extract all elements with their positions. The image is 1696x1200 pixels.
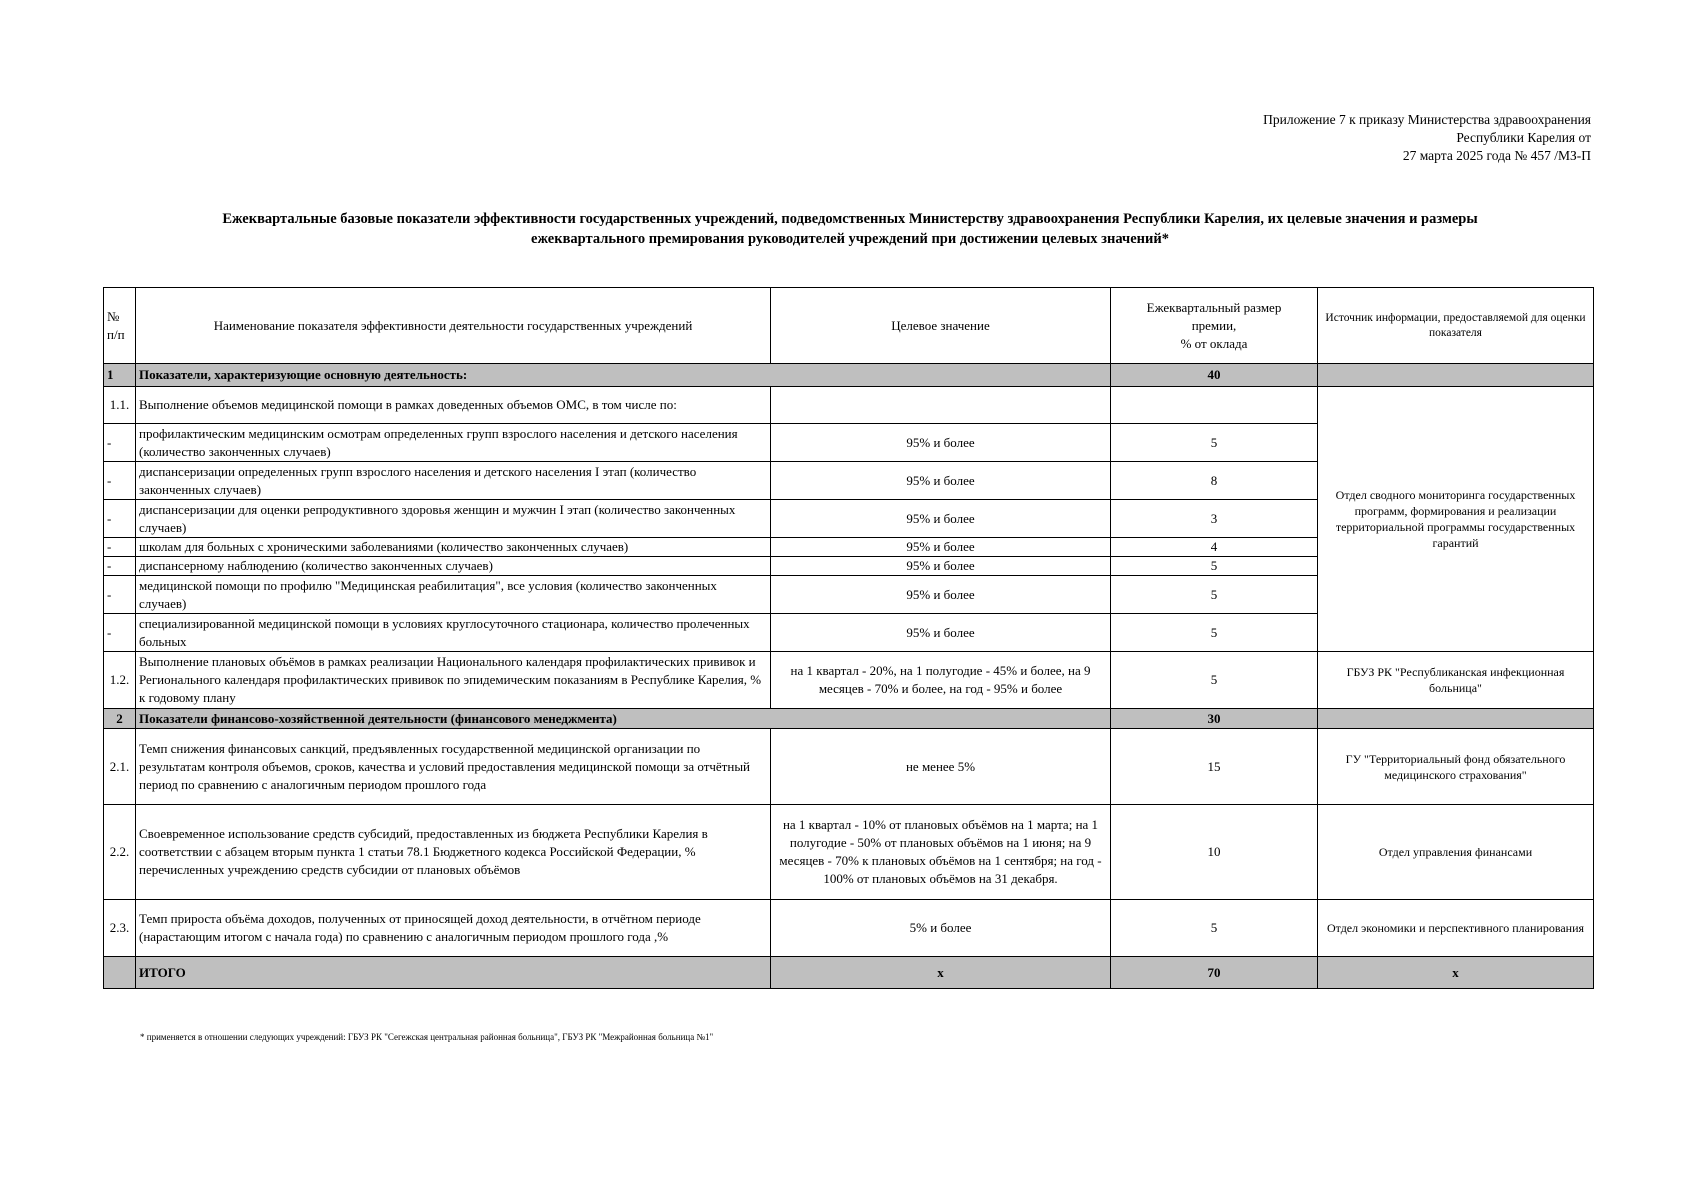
- row-2-2-name: Своевременное использование средств субсидий, предоставленных из бюджета Республики Карелия в соответствии с абзацем вторым пункта 1 статьи 78.1 Бюджетного кодекса Российской Федерации, % перечисленных учреждению средств субсидии от плановых объёмов: [136, 805, 771, 900]
- document-title: [140, 209, 1560, 249]
- header-num: [104, 288, 136, 364]
- row-2-2-num: 2.2.: [104, 805, 136, 900]
- section-2-num: 2: [104, 709, 136, 729]
- sub-4-name: школам для больных с хроническими заболеваниями (количество законченных случаев): [136, 538, 771, 557]
- header-num-line-1: №: [107, 308, 120, 324]
- row-2-3-name: Темп прироста объёма доходов, полученных от приносящей доход деятельности, в отчётном периоде (нарастающим итогом с начала года) по сравнению с аналогичным периодом прошлого года ,%: [136, 900, 771, 957]
- header-bonus-line-2: премии,: [1191, 317, 1237, 333]
- total-bonus: 70: [1111, 957, 1318, 989]
- appendix-note-line-3: 27 марта 2025 года № 457 /МЗ-П: [1402, 148, 1591, 163]
- sub-3-target: 95% и более: [771, 500, 1111, 538]
- row-2-1-target: не менее 5%: [771, 729, 1111, 805]
- kpi-table: [103, 287, 1594, 989]
- table-header-row: [104, 288, 1594, 364]
- section-row-2: [104, 709, 1594, 729]
- sub-2-num: -: [104, 462, 136, 500]
- total-source: х: [1318, 957, 1594, 989]
- total-target: х: [771, 957, 1111, 989]
- sub-2-name: диспансеризации определенных групп взрослого населения и детского населения I этап (количество законченных случаев): [136, 462, 771, 500]
- total-name: ИТОГО: [136, 957, 771, 989]
- sub-6-target: 95% и более: [771, 576, 1111, 614]
- footnote: * применяется в отношении следующих учреждений: ГБУЗ РК "Сегежская центральная районная больница", ГБУЗ РК "Межрайонная больница №1": [140, 1032, 714, 1042]
- sub-5-target: 95% и более: [771, 557, 1111, 576]
- row-2-3-target: 5% и более: [771, 900, 1111, 957]
- row-1-2-num: 1.2.: [104, 652, 136, 709]
- section-1-source: [1318, 364, 1594, 387]
- sub-2-bonus: 8: [1111, 462, 1318, 500]
- sub-5-num: -: [104, 557, 136, 576]
- sub-2-target: 95% и более: [771, 462, 1111, 500]
- section-1-name: Показатели, характеризующие основную деятельность:: [136, 364, 1111, 387]
- section-1-num: 1: [104, 364, 136, 387]
- total-num: [104, 957, 136, 989]
- total-row: [104, 957, 1594, 989]
- header-source: Источник информации, предоставляемой для оценки показателя: [1318, 288, 1594, 364]
- sub-3-bonus: 3: [1111, 500, 1318, 538]
- header-num-line-2: п/п: [107, 326, 125, 342]
- sub-7-bonus: 5: [1111, 614, 1318, 652]
- row-1-1-bonus: [1111, 387, 1318, 424]
- sub-7-num: -: [104, 614, 136, 652]
- document-title-line-1: Ежеквартальные базовые показатели эффективности государственных учреждений, подведомственных Министерству здравоохранения Республики Карелия, их целевые значения и размеры: [222, 211, 1478, 227]
- row-2-2-source: Отдел управления финансами: [1318, 805, 1594, 900]
- table-row-2-1: [104, 729, 1594, 805]
- header-target: Целевое значение: [771, 288, 1111, 364]
- header-name: Наименование показателя эффективности деятельности государственных учреждений: [136, 288, 771, 364]
- row-1-1-target: [771, 387, 1111, 424]
- appendix-note-line-2: Республики Карелия от: [1456, 130, 1591, 145]
- section-1-bonus: 40: [1111, 364, 1318, 387]
- sub-1-target: 95% и более: [771, 424, 1111, 462]
- document-title-line-2: ежеквартального премирования руководителей учреждений при достижении целевых значений*: [531, 231, 1169, 247]
- table-row-1-2: [104, 652, 1594, 709]
- section-row-1: [104, 364, 1594, 387]
- row-2-1-name: Темп снижения финансовых санкций, предъявленных государственной медицинской организации по результатам контроля объемов, сроков, качества и условий предоставления медицинской помощи за отчётный период по сравнению с аналогичным периодом прошлого года: [136, 729, 771, 805]
- section-2-bonus: 30: [1111, 709, 1318, 729]
- sub-6-name: медицинской помощи по профилю "Медицинская реабилитация", все условия (количество законченных случаев): [136, 576, 771, 614]
- header-bonus-line-3: % от оклада: [1180, 335, 1248, 351]
- sub-7-target: 95% и более: [771, 614, 1111, 652]
- row-2-3-source: Отдел экономики и перспективного планирования: [1318, 900, 1594, 957]
- sub-4-target: 95% и более: [771, 538, 1111, 557]
- appendix-note: [1263, 111, 1591, 165]
- appendix-note-line-1: Приложение 7 к приказу Министерства здравоохранения: [1263, 112, 1591, 127]
- sub-3-name: диспансеризации для оценки репродуктивного здоровья женщин и мужчин I этап (количество законченных случаев): [136, 500, 771, 538]
- row-1-2-source: ГБУЗ РК "Республиканская инфекционная больница": [1318, 652, 1594, 709]
- row-1-2-name: Выполнение плановых объёмов в рамках реализации Национального календаря профилактических прививок и Регионального календаря профилактических прививок по эпидемическим показаниям в Республике Карелия, % к годовому плану: [136, 652, 771, 709]
- row-2-1-num: 2.1.: [104, 729, 136, 805]
- sub-4-bonus: 4: [1111, 538, 1318, 557]
- table-row-2-2: [104, 805, 1594, 900]
- row-2-2-bonus: 10: [1111, 805, 1318, 900]
- row-2-1-source: ГУ "Территориальный фонд обязательного медицинского страхования": [1318, 729, 1594, 805]
- section-2-name: Показатели финансово-хозяйственной деятельности (финансового менеджмента): [136, 709, 1111, 729]
- row-1-2-bonus: 5: [1111, 652, 1318, 709]
- sub-1-bonus: 5: [1111, 424, 1318, 462]
- sub-4-num: -: [104, 538, 136, 557]
- table-row-1-1: [104, 387, 1594, 424]
- header-bonus: [1111, 288, 1318, 364]
- sub-6-num: -: [104, 576, 136, 614]
- row-1-1-source: Отдел сводного мониторинга государственных программ, формирования и реализации территориальной программы государственных гарантий: [1318, 387, 1594, 652]
- sub-3-num: -: [104, 500, 136, 538]
- row-1-2-target: на 1 квартал - 20%, на 1 полугодие - 45% и более, на 9 месяцев - 70% и более, на год - 95% и более: [771, 652, 1111, 709]
- sub-6-bonus: 5: [1111, 576, 1318, 614]
- row-1-1-name: Выполнение объемов медицинской помощи в рамках доведенных объемов ОМС, в том числе по:: [136, 387, 771, 424]
- sub-1-num: -: [104, 424, 136, 462]
- table-row-2-3: [104, 900, 1594, 957]
- row-2-3-bonus: 5: [1111, 900, 1318, 957]
- sub-5-bonus: 5: [1111, 557, 1318, 576]
- row-2-3-num: 2.3.: [104, 900, 136, 957]
- row-2-1-bonus: 15: [1111, 729, 1318, 805]
- section-2-source: [1318, 709, 1594, 729]
- row-2-2-target: на 1 квартал - 10% от плановых объёмов на 1 марта; на 1 полугодие - 50% от плановых объёмов на 1 июня; на 9 месяцев - 70% к плановых объёмов на 1 сентября; на год - 100% от плановых объёмов на 31 декабря.: [771, 805, 1111, 900]
- sub-7-name: специализированной медицинской помощи в условиях круглосуточного стационара, количество пролеченных больных: [136, 614, 771, 652]
- header-bonus-line-1: Ежеквартальный размер: [1146, 299, 1282, 315]
- row-1-1-num: 1.1.: [104, 387, 136, 424]
- sub-5-name: диспансерному наблюдению (количество законченных случаев): [136, 557, 771, 576]
- sub-1-name: профилактическим медицинским осмотрам определенных групп взрослого населения и детского населения (количество законченных случаев): [136, 424, 771, 462]
